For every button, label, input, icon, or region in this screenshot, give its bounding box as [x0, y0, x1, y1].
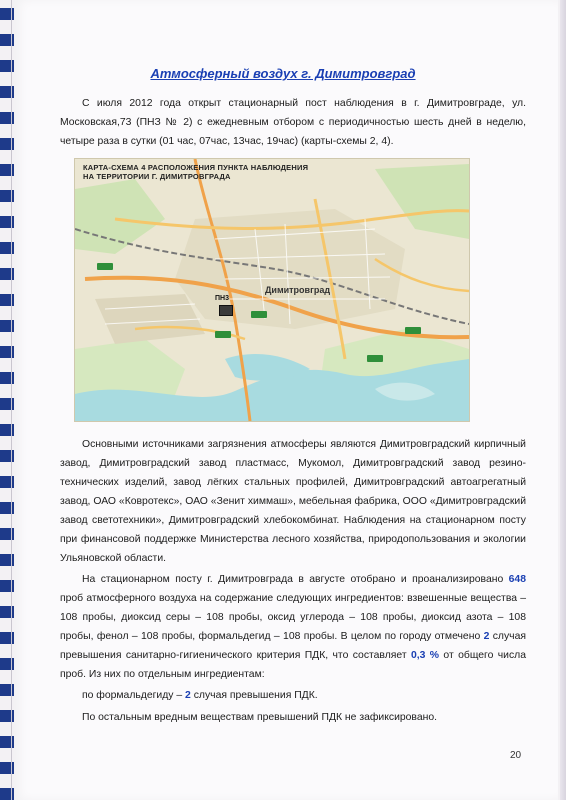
exceedance-percent: 0,3 %: [410, 650, 440, 661]
spiral-binding: [0, 0, 14, 800]
map-post-marker: [219, 305, 233, 316]
intro-paragraph: [60, 94, 526, 151]
page-number: 20: [510, 750, 522, 761]
map-caption-line2: НА ТЕРРИТОРИИ Г. ДИМИТРОВГРАДА: [83, 172, 231, 181]
formaldehyde-text-a: по формальдегиду –: [82, 690, 186, 701]
sampling-text-c: случая превышения санитарно-гигиенического критерия ПДК, что составляет: [60, 631, 526, 661]
map-post-label: ПН3: [215, 295, 229, 302]
formaldehyde-text-b: случая превышения ПДК.: [190, 690, 318, 701]
sampling-paragraph: [60, 570, 526, 684]
formaldehyde-count: 2: [185, 690, 191, 701]
sampling-text-b: проб атмосферного воздуха на содержание следующих ингредиентов: взвешенные вещества – 108 пробы, диоксид серы – 108 пробы, оксид углерода – 108 пробы, диоксид азота – 108 пробы, фенол – 108 пробы, формальдегид – 108 пробы. В целом по городу отмечено: [60, 593, 526, 642]
map-scheme: [74, 158, 470, 422]
page-title: Атмосферный воздух г. Димитровград: [150, 66, 416, 81]
intro-text: С июля 2012 года открыт стационарный пост наблюдения в г. Димитровграде, ул. Московская,73 (ПНЗ № 2) с ежедневным отбором с периодичностью шесть дней в неделю, четыре раза в сутки (01 час, 07час, 13час, 19час) (карты-схемы 2, 4).: [60, 98, 526, 147]
formaldehyde-line: [82, 686, 548, 705]
sample-count: 648: [508, 574, 526, 585]
map-caption: [83, 163, 308, 181]
sources-paragraph: [60, 435, 526, 568]
exceedance-count: 2: [483, 631, 490, 642]
conclusion-line: По остальным вредным веществам превышений ПДК не зафиксировано.: [82, 712, 438, 723]
sampling-text-d: от общего числа проб. Из них по отдельным ингредиентам:: [60, 650, 526, 680]
page-edge: [560, 0, 566, 800]
sampling-text-a: На стационарном посту г. Димитровграда в августе отобрано и проанализировано: [82, 574, 509, 585]
map-caption-line1: КАРТА-СХЕМА 4 РАСПОЛОЖЕНИЯ ПУНКТА НАБЛЮДЕНИЯ: [83, 163, 309, 172]
map-city-label: Димитровград: [265, 285, 331, 295]
sources-text: Основными источниками загрязнения атмосферы являются Димитровградский кирпичный завод, Димитровградский завод пластмасс, Мукомол, Димитровградский завод резино-технических изделий, завод лёгких стальных профилей, Димитровградский автоагрегатный завод, ОАО «Ковротекс», ОАО «Зенит химмаш», мебельная фабрика, ООО «Димитровградский завод светотехники», Димитровградский хлебокомбинат. Наблюдения на стационарном посту при финансовой поддержке Министерства лесного хозяйства, природопользования и экологии Ульяновской области.: [60, 439, 526, 564]
